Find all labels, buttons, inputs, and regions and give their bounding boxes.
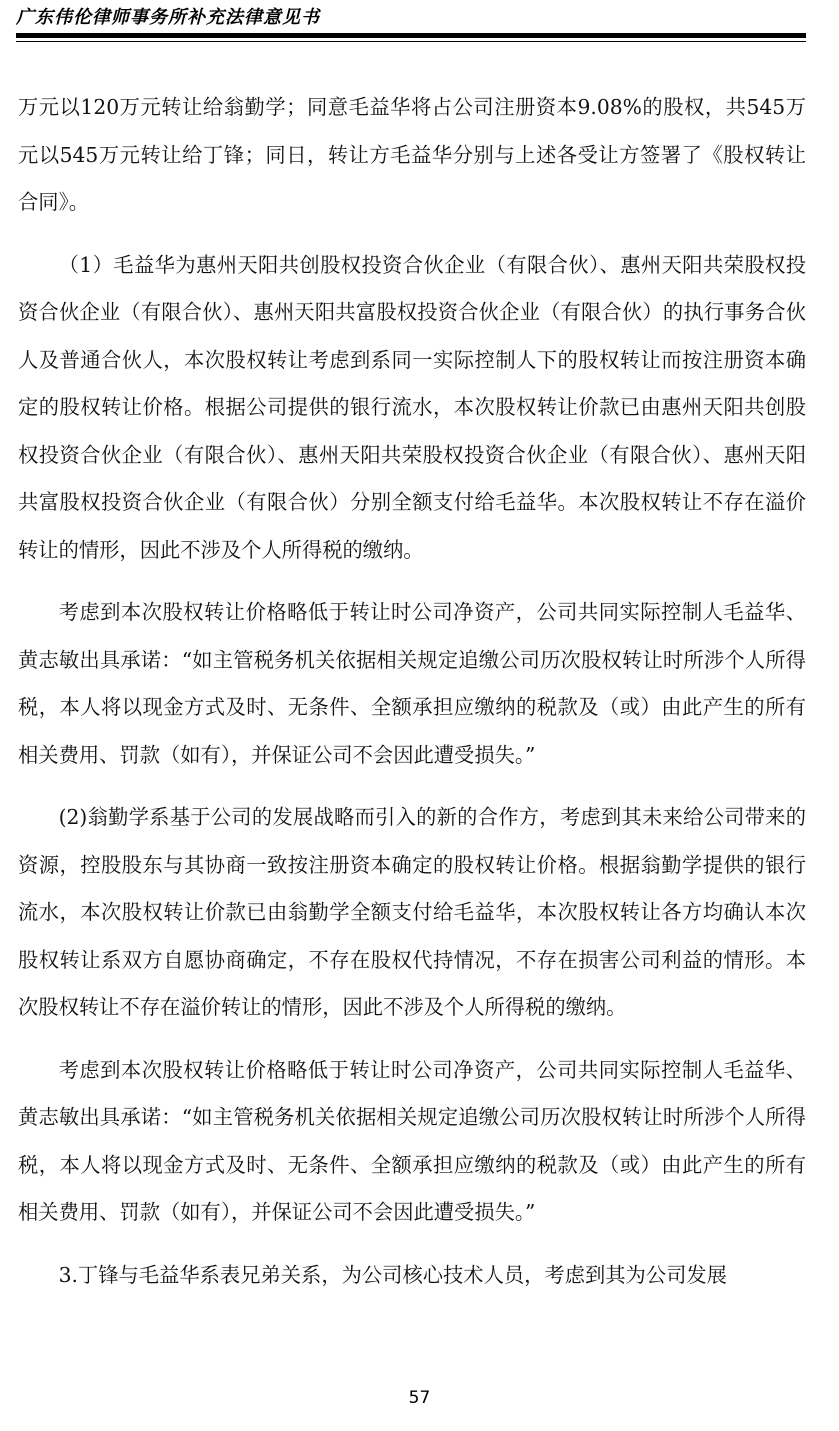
paragraph-item-2: (2)翁勤学系基于公司的发展战略而引入的新的合作方，考虑到其未来给公司带来的资源，控股股东与其协商一致按注册资本确定的股权转让价格。根据翁勤学提供的银行流水，本次股权转让价款已由翁勤学全额支付给毛益华，本次股权转让各方均确认本次股权转让系双方自愿协商确定，不存在股权代持情况，不存在损害公司利益的情形。本次股权转让不存在溢价转让的情形，因此不涉及个人所得税的缴纳。 — [18, 805, 806, 1019]
paragraph-item-1: （1）毛益华为惠州天阳共创股权投资合伙企业（有限合伙）、惠州天阳共荣股权投资合伙企业（有限合伙）、惠州天阳共富股权投资合伙企业（有限合伙）的执行事务合伙人及普通合伙人，本次股权转让考虑到系同一实际控制人下的股权转让而按注册资本确定的股权转让价格。根据公司提供的银行流水，本次股权转让价款已由惠州天阳共创股权投资合伙企业（有限合伙）、惠州天阳共荣股权投资合伙企业（有限合伙）、惠州天阳共富股权投资合伙企业（有限合伙）分别全额支付给毛益华。本次股权转让不存在溢价转让的情形，因此不涉及个人所得税的缴纳。 — [18, 252, 806, 562]
header-divider — [16, 33, 806, 42]
page-number: 57 — [408, 1388, 431, 1408]
body-text — [18, 84, 806, 1314]
header-title: 广东伟伦律师事务所补充法律意见书 — [16, 7, 320, 28]
paragraph-continuation: 万元以120万元转让给翁勤学；同意毛益华将占公司注册资本9.08%的股权，共545万元以545万元转让给丁锋；同日，转让方毛益华分别与上述各受让方签署了《股权转让合同》。 — [18, 95, 806, 214]
paragraph-commitment-1: 考虑到本次股权转让价格略低于转让时公司净资产，公司共同实际控制人毛益华、黄志敏出具承诺：“如主管税务机关依据相关规定追缴公司历次股权转让时所涉个人所得税，本人将以现金方式及时、无条件、全额承担应缴纳的税款及（或）由此产生的所有相关费用、罚款（如有），并保证公司不会因此遭受损失。” — [18, 600, 806, 767]
paragraph-item-3: 3.丁锋与毛益华系表兄弟关系，为公司核心技术人员，考虑到其为公司发展 — [58, 1262, 727, 1287]
page-header — [16, 6, 806, 42]
paragraph-commitment-2: 考虑到本次股权转让价格略低于转让时公司净资产，公司共同实际控制人毛益华、黄志敏出具承诺：“如主管税务机关依据相关规定追缴公司历次股权转让时所涉个人所得税，本人将以现金方式及时、无条件、全额承担应缴纳的税款及（或）由此产生的所有相关费用、罚款（如有），并保证公司不会因此遭受损失。” — [18, 1057, 806, 1224]
